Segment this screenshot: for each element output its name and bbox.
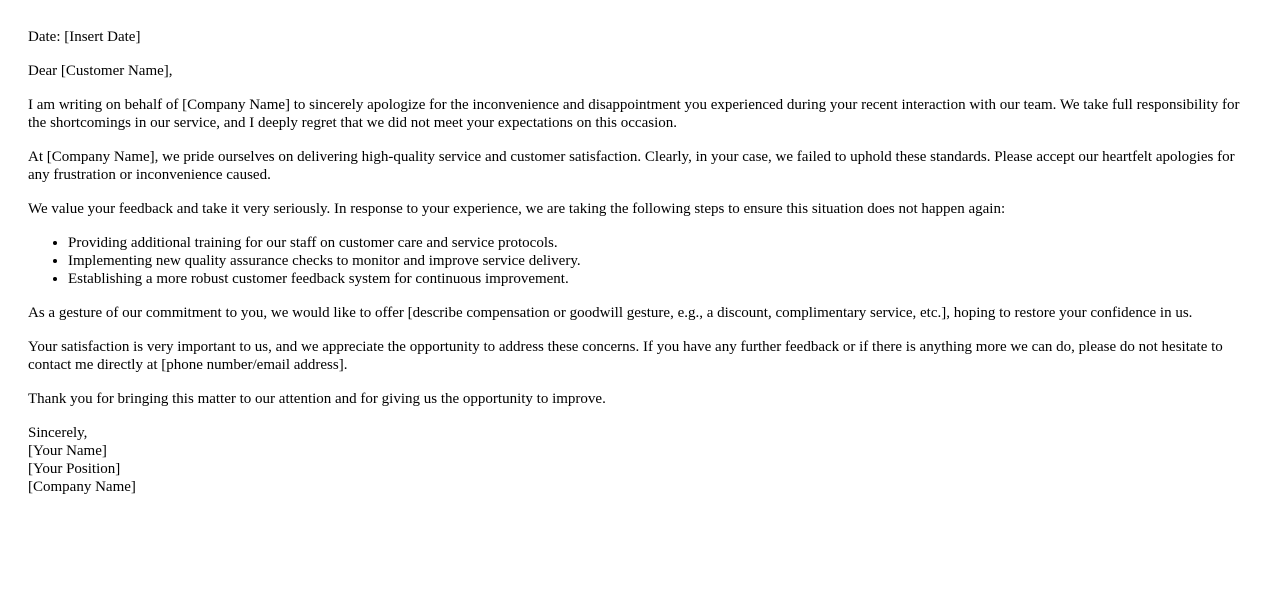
signature-name: [Your Name]	[28, 443, 107, 459]
signature-block	[28, 424, 1250, 496]
list-item: • Establishing a more robust customer feedback system for continuous improvement.	[68, 270, 1250, 288]
list-item: • Providing additional training for our staff on customer care and service protocols.	[68, 234, 1250, 252]
letter-salutation: Dear [Customer Name],	[28, 63, 173, 79]
letter-paragraph-feedback: We value your feedback and take it very seriously. In response to your experience, we are taking the following steps to ensure this situation does not happen again:	[28, 201, 1006, 217]
letter-paragraph-compensation: As a gesture of our commitment to you, we would like to offer [describe compensation or goodwill gesture, e.g., a discount, complimentary service, etc.], hoping to restore your confidence in us.	[28, 305, 1193, 321]
signature-company: [Company Name]	[28, 479, 136, 495]
letter-paragraph-apology: I am writing on behalf of [Company Name] to sincerely apologize for the inconvenience and disappointment you experienced during your recent interaction with our team. We take full responsibility for the shortcomings in our service, and I deeply regret that we did not meet your expectations on this occasion.	[28, 97, 1240, 131]
letter-date: Date: [Insert Date]	[28, 29, 141, 45]
improvement-steps-list	[28, 234, 1250, 288]
letter-paragraph-contact: Your satisfaction is very important to us, and we appreciate the opportunity to address these concerns. If you have any further feedback or if there is anything more we can do, please do not hesitate to contact me directly at [phone number/email address].	[28, 339, 1223, 373]
signature-position: [Your Position]	[28, 461, 121, 477]
signature-closing: Sincerely,	[28, 425, 88, 441]
letter-paragraph-thanks: Thank you for bringing this matter to our attention and for giving us the opportunity to improve.	[28, 391, 606, 407]
apology-letter	[28, 28, 1250, 496]
letter-paragraph-standards: At [Company Name], we pride ourselves on delivering high-quality service and customer satisfaction. Clearly, in your case, we failed to uphold these standards. Please accept our heartfelt apologies for any frustration or inconvenience caused.	[28, 149, 1235, 183]
list-item: • Implementing new quality assurance checks to monitor and improve service delivery.	[68, 252, 1250, 270]
